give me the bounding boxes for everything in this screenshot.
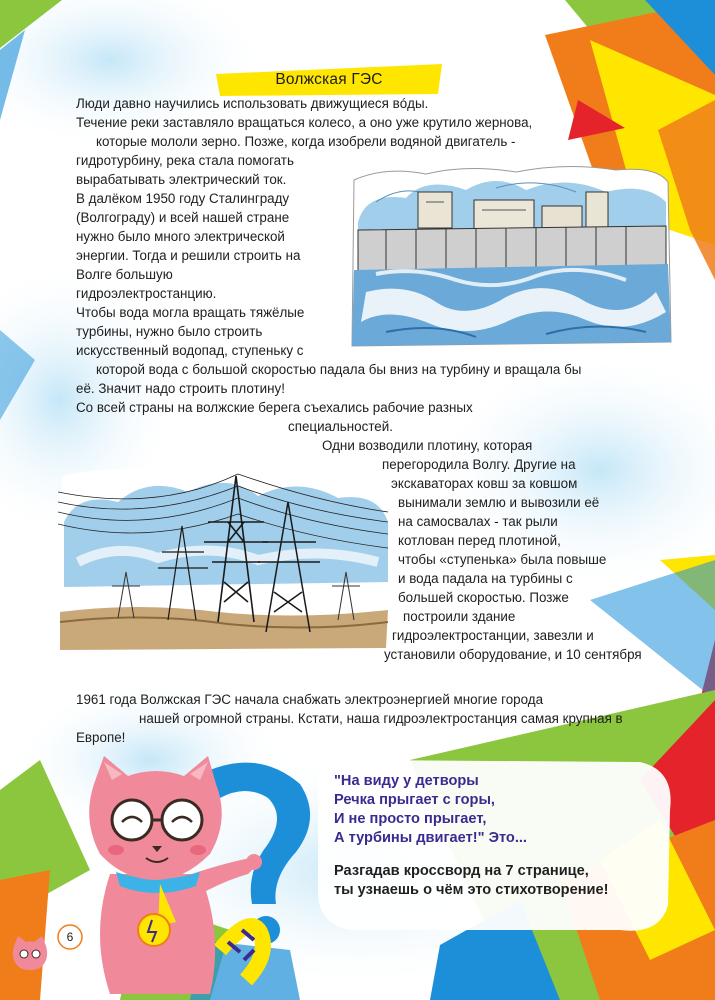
story-line: Со всей страны на волжские берега съехались рабочие разных [76, 400, 473, 415]
story-line: экскаваторах ковш за ковшом [391, 476, 578, 491]
story-line: построили здание [403, 609, 516, 624]
story-line: Течение реки заставляло вращаться колесо, а оно уже крутило жернова, [76, 115, 533, 130]
story-line: нужно было много электрической [76, 229, 285, 244]
story-line: которой вода с большой скоростью падала бы вниз на турбину и вращала бы [96, 362, 582, 377]
hint-line: Разгадав кроссворд на 7 странице, [334, 863, 589, 879]
story-line: Люди давно научились использовать движущиеся вóды. [76, 96, 429, 111]
poem-block [334, 772, 664, 900]
poem-line: А турбины двигает!" Это... [334, 830, 527, 846]
power-lines-illustration [58, 462, 392, 654]
story-line: Европе! [76, 730, 126, 745]
story-block-2 [76, 360, 581, 417]
story-line: 1961 года Волжская ГЭС начала снабжать электроэнергией многие города [76, 692, 544, 707]
story-line: гидроэлектростанцию. [76, 286, 217, 301]
story-line: Чтобы вода могла вращать тяжёлые [76, 305, 305, 320]
story-line: специальностей. [288, 419, 393, 434]
poem-line: И не просто прыгает, [334, 811, 487, 827]
poem-line: Речка прыгает с горы, [334, 792, 495, 808]
story-line: турбины, нужно было строить [76, 324, 263, 339]
title-banner [216, 64, 442, 96]
story-line: установили оборудование, и 10 сентября [384, 647, 642, 662]
story-line: Волге большую [76, 267, 173, 282]
story-line: Одни возводили плотину, которая [322, 438, 533, 453]
story-line: (Волгограду) и всей нашей стране [76, 210, 290, 225]
cat-mascot-illustration [60, 754, 320, 1000]
story-line: искусственный водопад, ступеньку с [76, 343, 304, 358]
story-line: энергии. Тогда и решили строить на [76, 248, 301, 263]
story-block-4 [76, 690, 623, 747]
dam-illustration [346, 162, 676, 352]
story-line: перегородила Волгу. Другие на [382, 457, 576, 472]
page-number: 6 [66, 930, 74, 944]
story-line: нашей огромной страны. Кстати, наша гидроэлектростанция самая крупная в [139, 711, 623, 726]
story-line: вырабатывать электрический ток. [76, 172, 287, 187]
page-title: Волжская ГЭС [275, 71, 383, 88]
crossword-hint [334, 862, 664, 900]
hint-line: ты узнаешь о чём это стихотворение! [334, 882, 609, 898]
story-line: вынимали землю и вывозили её [398, 495, 600, 510]
story-line: гидротурбину, река стала помогать [76, 153, 294, 168]
small-cat-icon [10, 936, 50, 972]
story-line: чтобы «ступенька» была повыше [398, 552, 607, 567]
story-line: большей скоростью. Позже [398, 590, 569, 605]
story-line: на самосвалах - так рыли [398, 514, 558, 529]
story-line: В далёком 1950 году Сталинграду [76, 191, 290, 206]
story-line: и вода падала на турбины с [398, 571, 573, 586]
story-line: её. Значит надо строить плотину! [76, 381, 285, 396]
story-line: гидроэлектростанции, завезли и [392, 628, 594, 643]
poem-line: "На виду у детворы [334, 773, 479, 789]
story-line: котлован перед плотиной, [398, 533, 561, 548]
story-line: которые мололи зерно. Позже, когда изобрели водяной двигатель - [96, 134, 516, 149]
